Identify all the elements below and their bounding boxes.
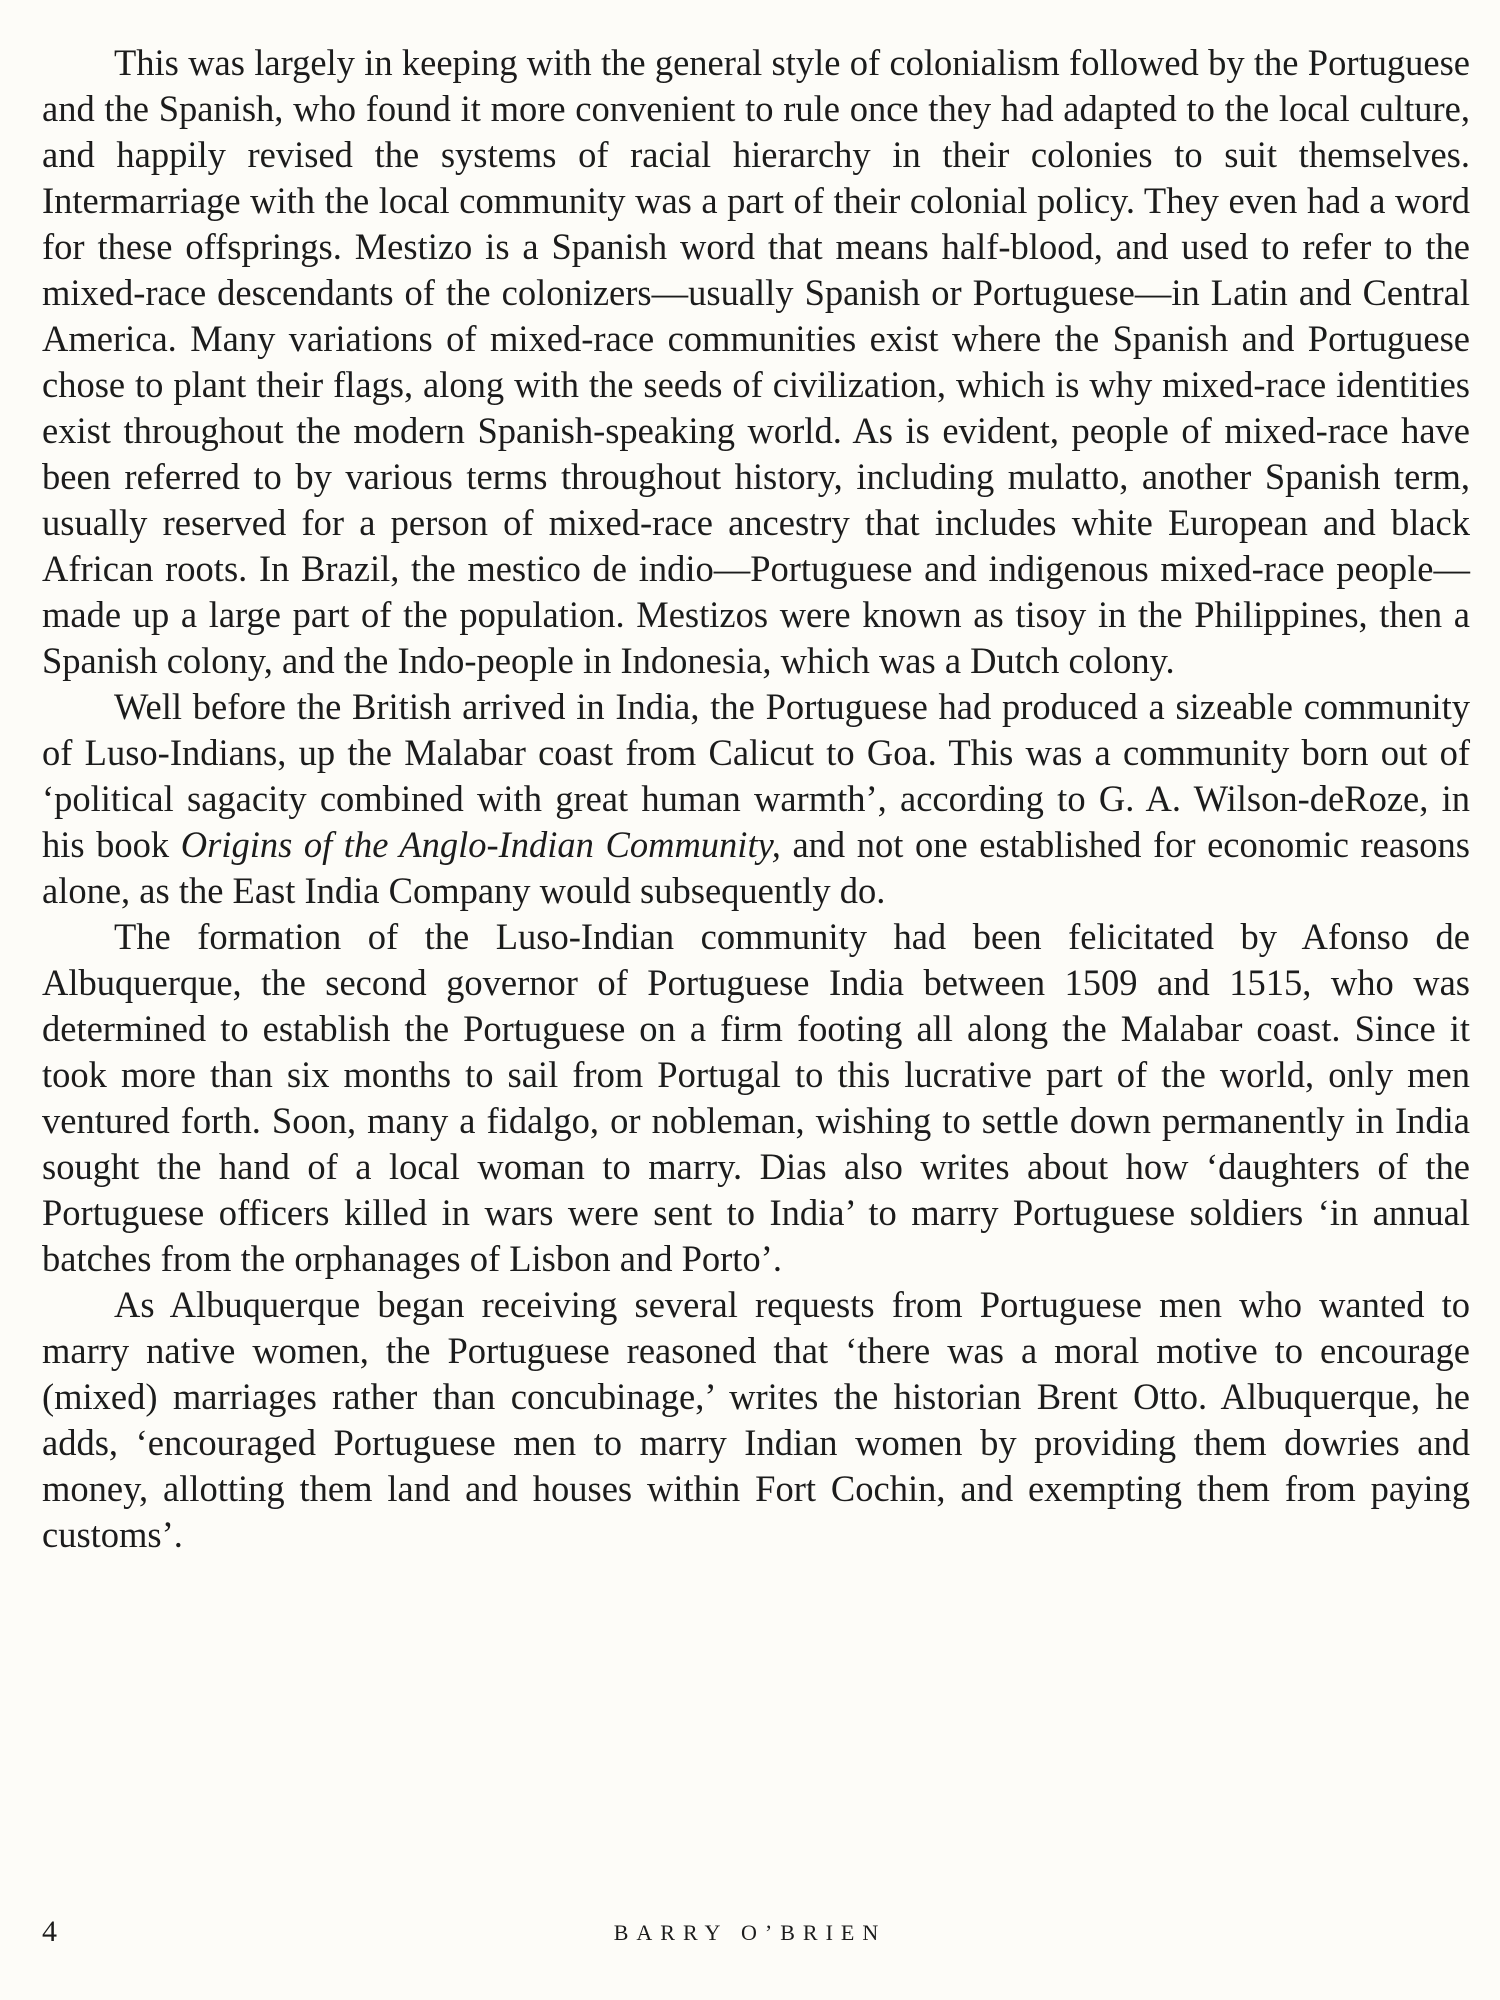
paragraph-albuquerque-formation: The formation of the Luso-Indian community had been felicitated by Afonso de Albuquerque, the second governor of Portuguese India between 1509 and 1515, who was determined to establish the Portuguese on a firm footing all along the Malabar coast. Since it took more than six months to sail from Portugal to this lucrative part of the world, only men ventured forth. Soon, many a fidalgo, or nobleman, wishing to settle down permanently in India sought the hand of a local woman to marry. Dias also writes about how ‘daughters of the Portuguese officers killed in wars were sent to India’ to marry Portuguese soldiers ‘in annual batches from the orphanages of Lisbon and Porto’.: [42, 916, 1470, 1279]
paragraph-luso-indians: [42, 684, 1470, 914]
paragraph-text-before-title: Well before the British arrived in India, the Portuguese had produced a sizeable community of Luso-Indians, up the Malabar coast from Calicut to Goa. This was a community born out of ‘political sagacity combined with great human warmth’, according to G. A. Wilson-deRoze, in his book: [42, 686, 1470, 865]
paragraph-mixed-marriages: As Albuquerque began receiving several requests from Portuguese men who wanted to marry native women, the Portuguese reasoned that ‘there was a moral motive to encourage (mixed) marriages rather than concubinage,’ writes the historian Brent Otto. Albuquerque, he adds, ‘encouraged Portuguese men to marry Indian women by providing them dowries and money, allotting them land and houses within Fort Cochin, and exempting them from paying customs’.: [42, 1284, 1470, 1555]
book-page-body: [42, 40, 1470, 1558]
book-title-origins: Origins of the Anglo-Indian Community,: [180, 824, 781, 865]
page-number: 4: [42, 1915, 57, 1948]
paragraph-colonial-style: This was largely in keeping with the general style of colonialism followed by the Portuguese and the Spanish, who found it more convenient to rule once they had adapted to the local culture, and happily revised the systems of racial hierarchy in their colonies to suit themselves. Intermarriage with the local community was a part of their colonial policy. They even had a word for these offsprings. Mestizo is a Spanish word that means half-blood, and used to refer to the mixed-race descendants of the colonizers—usually Spanish or Portuguese—in Latin and Central America. Many variations of mixed-race communities exist where the Spanish and Portuguese chose to plant their flags, along with the seeds of civilization, which is why mixed-race identities exist throughout the modern Spanish-speaking world. As is evident, people of mixed-race have been referred to by various terms throughout history, including mulatto, another Spanish term, usually reserved for a person of mixed-race ancestry that includes white European and black African roots. In Brazil, the mestico de indio—Portuguese and indigenous mixed-race people—made up a large part of the population. Mestizos were known as tisoy in the Philippines, then a Spanish colony, and the Indo-people in Indonesia, which was a Dutch colony.: [42, 42, 1470, 681]
paragraph-text-after-title: and not one established for economic reasons alone, as the East India Company would subsequently do.: [42, 824, 1470, 911]
running-head-author: BARRY O’BRIEN: [613, 1920, 887, 1945]
